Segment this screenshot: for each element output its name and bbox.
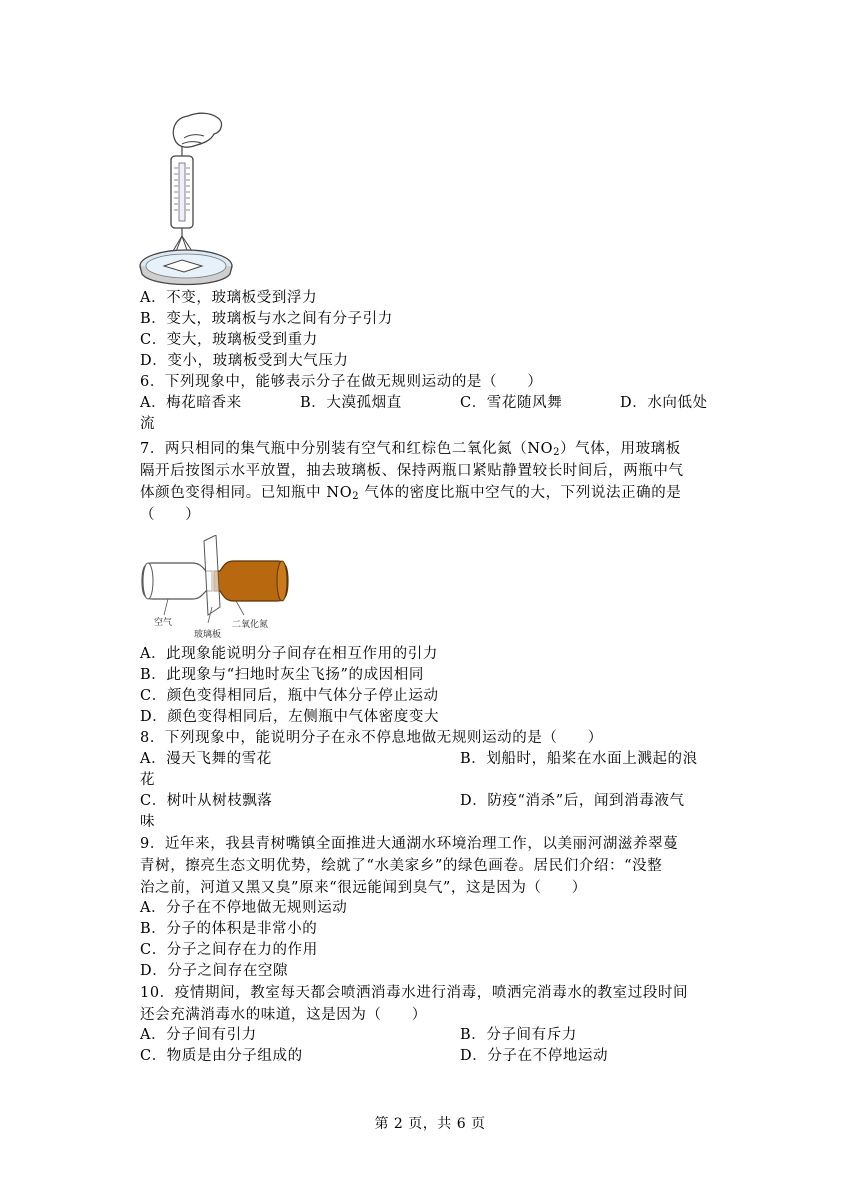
- q9-option-b[interactable]: B．分子的体积是非常小的: [140, 921, 318, 937]
- gas-bottles-figure: [140, 535, 290, 643]
- q7-option-a[interactable]: A．此现象能说明分子间存在相互作用的引力: [140, 646, 438, 662]
- q8-option-a[interactable]: A．漫天飞舞的雪花: [140, 751, 272, 767]
- q9-stem-line2: 青树，擦亮生态文明优势，绘就了“水美家乡”的绿色画卷。居民们介绍：“没整: [140, 858, 663, 874]
- q10-option-a[interactable]: A．分子间有引力: [140, 1027, 257, 1043]
- q5-option-a[interactable]: A．不变，玻璃板受到浮力: [140, 290, 318, 306]
- q6-option-d-wrap: 流: [140, 416, 156, 432]
- q8-stem: 8．下列现象中，能说明分子在永不停息地做无规则运动的是（ ）: [140, 730, 603, 746]
- q9-option-d[interactable]: D．分子之间存在空隙: [140, 963, 289, 979]
- q7-stem-line4: （ ）: [140, 507, 201, 523]
- q10-option-d[interactable]: D．分子在不停地运动: [460, 1048, 609, 1064]
- page-footer: 第 2 页，共 6 页: [374, 1116, 486, 1132]
- q5-option-d[interactable]: D．变小，玻璃板受到大气压力: [140, 353, 349, 369]
- q8-option-d-wrap: 味: [140, 814, 156, 830]
- q9-stem-line1: 9．近年来，我县青树嘴镇全面推进大通湖水环境治理工作，以美丽河湖滋养翠蔓: [140, 836, 679, 852]
- q8-option-d[interactable]: D．防疫“消杀”后，闻到消毒液气: [460, 793, 685, 809]
- q7-option-d[interactable]: D．颜色变得相同后，左侧瓶中气体密度变大: [140, 709, 440, 725]
- q9-stem-line3: 治之前，河道又黑又臭”原来“很远能闻到臭气”，这是因为（ ）: [140, 880, 587, 896]
- q10-option-c[interactable]: C．物质是由分子组成的: [140, 1048, 303, 1064]
- q5-option-b[interactable]: B．变大，玻璃板与水之间有分子引力: [140, 311, 393, 327]
- q8-option-b-wrap: 花: [140, 772, 156, 788]
- label-glass: 玻璃板: [194, 630, 222, 640]
- label-no2: 二氧化氮: [232, 620, 269, 630]
- q7-stem-line2: 隔开后按图示水平放置，抽去玻璃板、保持两瓶口紧贴静置较长时间后，两瓶中气: [140, 463, 684, 479]
- q9-option-a[interactable]: A．分子在不停地做无规则运动: [140, 900, 348, 916]
- q7-stem-line1: 7．两只相同的集气瓶中分别装有空气和红棕色二氧化氮$(NO_2)$气体，用玻璃板: [140, 441, 681, 458]
- q10-stem-line2: 还会充满消毒水的味道，这是因为（ ）: [140, 1007, 427, 1023]
- q6-option-d[interactable]: D．水向低处: [620, 395, 708, 411]
- q10-stem-line1: 10．疫情期间，教室每天都会喷洒消毒水进行消毒，喷洒完消毒水的教室过段时间: [140, 985, 689, 1001]
- q7-stem-line3: 体颜色变得相同。已知瓶中 $NO_2$ 气体的密度比瓶中空气的大，下列说法正确的是: [140, 485, 682, 502]
- q8-option-b[interactable]: B．划船时，船桨在水面上溅起的浪: [460, 751, 698, 767]
- q8-option-c[interactable]: C．树叶从树枝飘落: [140, 793, 273, 809]
- q5-option-c[interactable]: C．变大，玻璃板受到重力: [140, 332, 318, 348]
- q6-option-b[interactable]: B．大漠孤烟直: [300, 395, 402, 411]
- q6-stem: 6．下列现象中，能够表示分子在做无规则运动的是（ ）: [140, 374, 543, 390]
- q10-option-b[interactable]: B．分子间有斥力: [460, 1027, 577, 1043]
- spring-scale-figure: [138, 108, 240, 290]
- q6-option-a[interactable]: A．梅花暗香来: [140, 395, 242, 411]
- q9-option-c[interactable]: C．分子之间存在力的作用: [140, 942, 318, 958]
- glass-plate-divider: [204, 535, 220, 615]
- q7-option-b[interactable]: B．此现象与“扫地时灰尘飞扬”的成因相同: [140, 667, 424, 683]
- q7-option-c[interactable]: C．颜色变得相同后，瓶中气体分子停止运动: [140, 688, 439, 704]
- q6-option-c[interactable]: C．雪花随风舞: [460, 395, 563, 411]
- label-air: 空气: [154, 618, 173, 628]
